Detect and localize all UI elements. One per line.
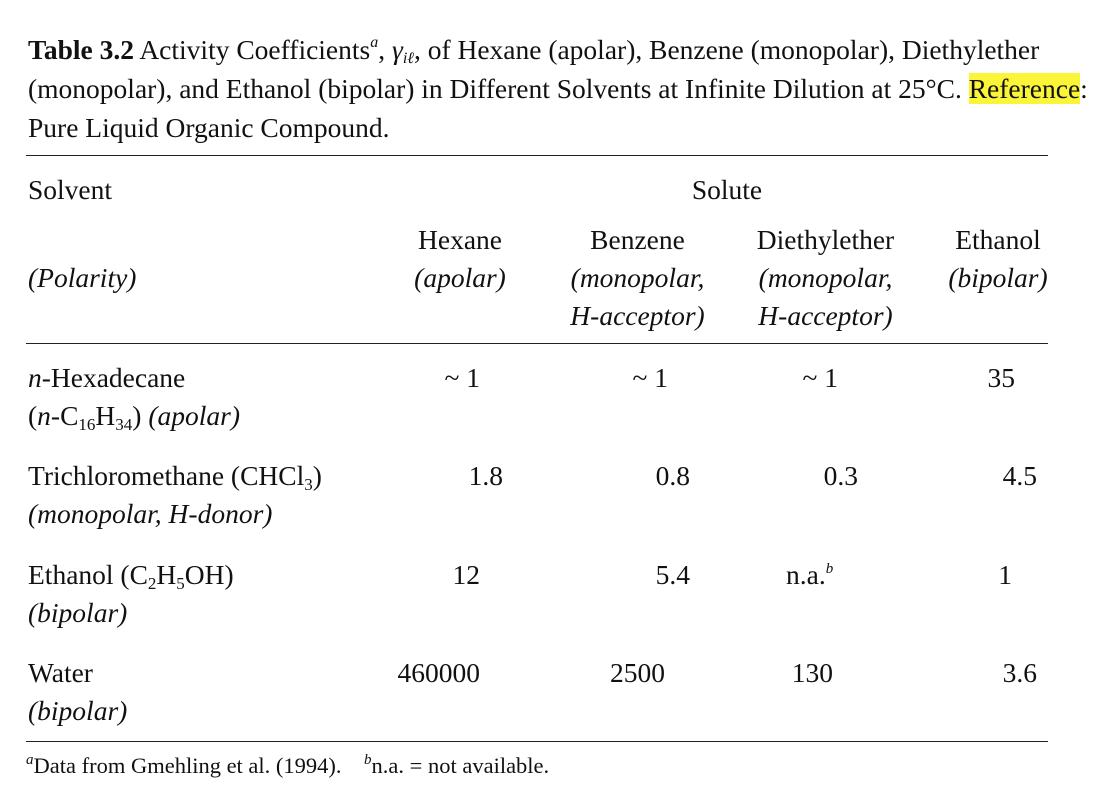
column-benzene-polarity: (monopolar,	[570, 262, 705, 293]
table-cell: 1	[998, 559, 1012, 590]
formula-h: H	[95, 400, 116, 431]
row-hexadecane-polarity: (apolar)	[148, 400, 241, 431]
ethanol-name: Ethanol (C	[28, 559, 148, 590]
solvent-header: Solvent	[28, 174, 113, 205]
row-ethanol-solvent	[28, 556, 234, 594]
table-cell: 0.8	[655, 460, 690, 491]
reference-highlight: Reference	[968, 73, 1081, 104]
table-cell: 12	[452, 559, 480, 590]
caption-comma: ,	[378, 34, 392, 65]
column-diethylether-role: H-acceptor)	[758, 300, 893, 331]
table-cell: 5.4	[655, 559, 690, 590]
table-cell: ~ 1	[444, 362, 480, 393]
footnote-b-mark: b	[364, 752, 372, 768]
caption-footnote-mark: a	[370, 34, 379, 51]
table-label: Table 3.2	[28, 34, 134, 65]
row-trichloromethane-polarity: (monopolar, H-donor)	[28, 498, 273, 529]
bottom-rule	[26, 741, 1048, 742]
row-water-polarity: (bipolar)	[28, 695, 128, 726]
table-cell: 3.6	[1002, 657, 1037, 688]
row-hexadecane-formula	[28, 397, 240, 435]
formula-h-sub: 34	[115, 415, 133, 434]
table-cell: 0.3	[823, 460, 858, 491]
row-hexadecane-solvent	[28, 359, 185, 397]
formula-c: -C	[50, 400, 79, 431]
footnote-a-text: Data from Gmehling et al. (1994).	[33, 753, 342, 778]
table-cell: 130	[791, 657, 833, 688]
ethanol-c-sub: 2	[147, 574, 157, 593]
ethanol-h: H	[156, 559, 177, 590]
gamma-symbol: γ	[391, 34, 403, 65]
n-prefix: n	[28, 362, 42, 393]
formula-n: n	[37, 400, 51, 431]
caption-text-3: : Pure Liquid Organic Compound.	[28, 73, 1088, 143]
ethanol-close: OH)	[184, 559, 234, 590]
table-cell-na	[786, 556, 833, 594]
top-rule	[26, 155, 1048, 156]
column-ethanol-name: Ethanol	[955, 224, 1041, 255]
caption-text-2: , of Hexane (apolar), Benzene (monopolar), Diethylether (monopolar), and Ethanol (bipolar) in Different Solvents at Infinite Dilution at 25°C.	[28, 34, 1040, 104]
caption-text-1: Activity Coefficients	[133, 34, 371, 65]
row-ethanol-polarity: (bipolar)	[28, 597, 128, 628]
trichloromethane-name: Trichloromethane (CHCl	[28, 460, 305, 491]
row-water-solvent: Water	[28, 657, 93, 688]
header-rule	[26, 343, 1048, 344]
column-diethylether-polarity: (monopolar,	[758, 262, 893, 293]
row-trichloromethane-solvent	[28, 457, 322, 495]
column-hexane-name: Hexane	[418, 224, 502, 255]
ethanol-h-sub: 5	[176, 574, 185, 593]
na-footnote-mark: b	[825, 561, 834, 577]
table-cell: ~ 1	[632, 362, 668, 393]
table-cell: 35	[987, 362, 1015, 393]
footnote-b-text: n.a. = not available.	[371, 753, 550, 778]
table-cell: ~ 1	[802, 362, 838, 393]
gamma-subscript: iℓ	[402, 50, 414, 67]
column-ethanol-polarity: (bipolar)	[948, 262, 1048, 293]
table-cell: 460000	[397, 657, 480, 688]
table-cell: 4.5	[1002, 460, 1037, 491]
table-footnotes	[26, 752, 549, 780]
footnote-a-mark: a	[26, 752, 34, 768]
table-cell: 1.8	[468, 460, 503, 491]
formula-c-sub: 16	[78, 415, 96, 434]
table-caption	[28, 30, 1088, 147]
chcl3-sub: 3	[304, 475, 313, 494]
solute-header: Solute	[691, 174, 763, 205]
table-cell: 2500	[610, 657, 665, 688]
formula-open: (	[28, 400, 38, 431]
formula-close: )	[132, 400, 142, 431]
trichloromethane-close: )	[312, 460, 322, 491]
hexadecane-name: -Hexadecane	[41, 362, 186, 393]
column-hexane-polarity: (apolar)	[414, 262, 506, 293]
polarity-header: (Polarity)	[28, 262, 137, 293]
na-value: n.a.	[786, 559, 826, 590]
column-diethylether-name: Diethylether	[756, 224, 895, 255]
column-benzene-name: Benzene	[590, 224, 685, 255]
column-benzene-role: H-acceptor)	[570, 300, 705, 331]
